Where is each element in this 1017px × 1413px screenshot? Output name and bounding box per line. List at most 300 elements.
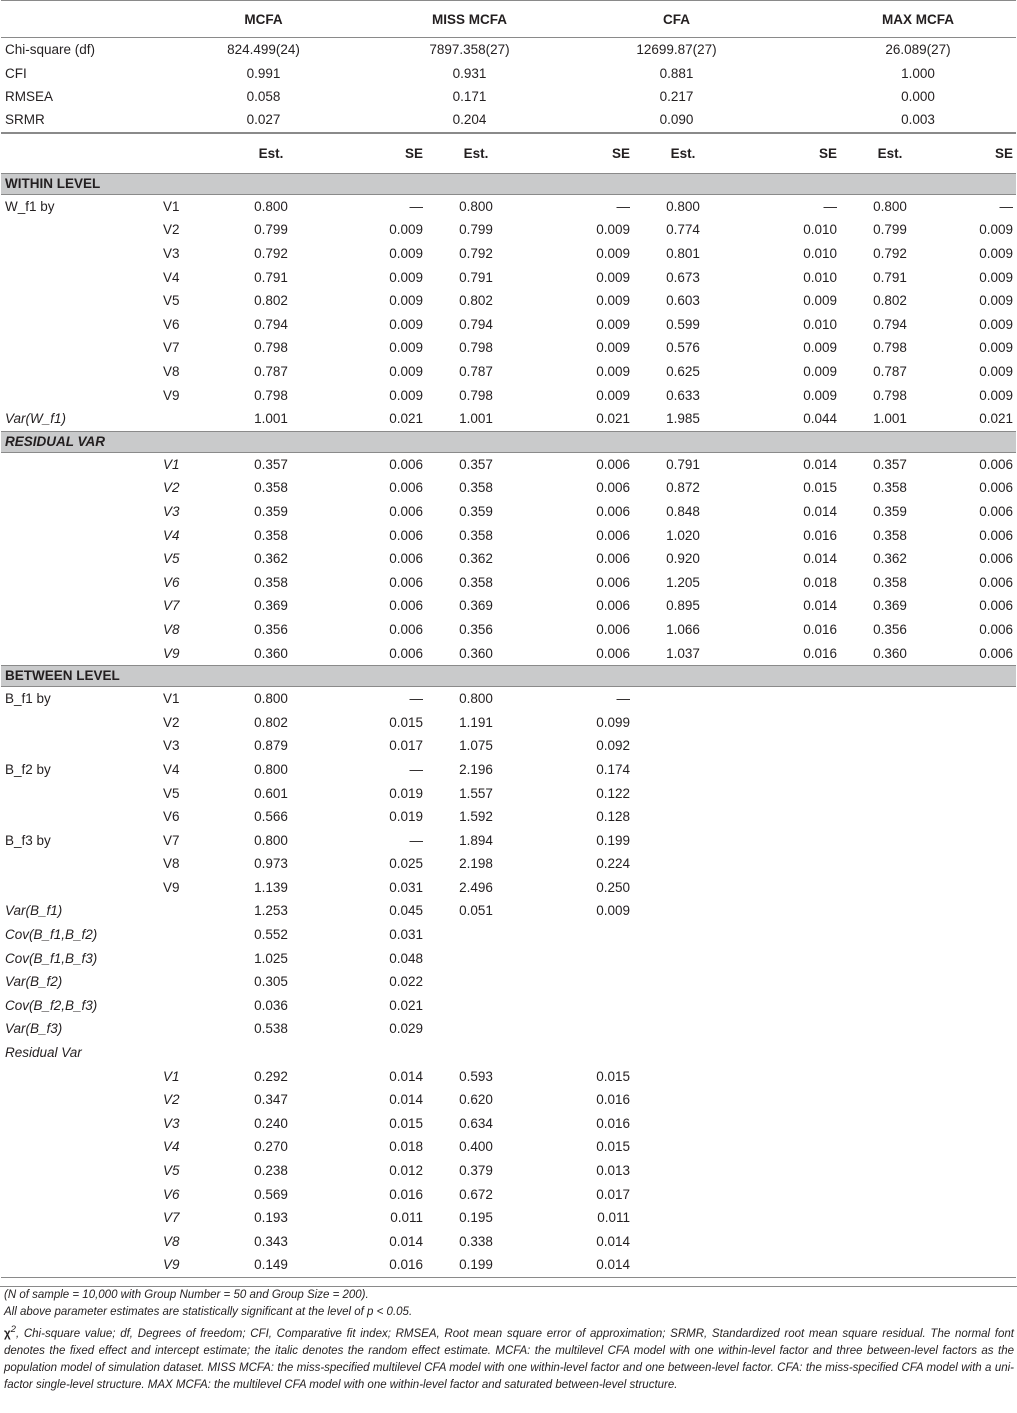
chi-superscript: 2 — [10, 1323, 16, 1335]
estimate-value — [840, 828, 940, 852]
row-variable — [161, 407, 221, 431]
se-value: 0.016 — [321, 1253, 426, 1277]
estimate-value: 1.025 — [254, 950, 288, 966]
se-value: 0.006 — [596, 645, 630, 661]
se-value: 0.006 — [979, 645, 1013, 661]
se-value: 0.014 — [803, 503, 837, 519]
fit-row — [1, 85, 1016, 108]
estimate-value: 0.195 — [459, 1210, 493, 1226]
se-value: 0.199 — [596, 832, 630, 848]
estimate-value: 2.496 — [459, 879, 493, 895]
param-header-blank-var — [161, 133, 221, 173]
estimate-value: 0.794 — [459, 316, 493, 332]
row-label — [1, 710, 161, 734]
table-row — [1, 758, 1016, 782]
se-value: 0.019 — [389, 785, 423, 801]
table-row — [1, 710, 1016, 734]
se-value — [940, 1182, 1016, 1206]
estimate-value — [840, 1253, 940, 1277]
section-title: WITHIN LEVEL — [1, 173, 1016, 194]
row-label: Var(B_f1) — [5, 903, 63, 919]
estimate-value — [840, 1041, 940, 1065]
row-label — [1, 852, 161, 876]
estimate-value — [840, 946, 940, 970]
table-row — [1, 641, 1016, 665]
estimate-value: 0.360 — [254, 645, 288, 661]
row-variable: V6 — [163, 316, 180, 332]
se-value: 0.016 — [803, 621, 837, 637]
row-label — [1, 594, 161, 618]
se-value: 0.025 — [389, 856, 423, 872]
se-value — [733, 758, 840, 782]
table-row — [1, 594, 1016, 618]
se-value: 0.006 — [389, 551, 423, 567]
table-row — [1, 781, 1016, 805]
estimate-value: 0.036 — [254, 997, 288, 1013]
row-label — [1, 876, 161, 900]
estimate-value — [633, 710, 733, 734]
estimate-value: 0.601 — [254, 785, 288, 801]
param-header-est: Est. — [877, 145, 903, 161]
estimate-value — [840, 970, 940, 994]
estimate-value: 0.792 — [873, 246, 907, 262]
estimate-value: 0.359 — [459, 503, 493, 519]
estimate-value — [633, 1041, 733, 1065]
estimate-value — [840, 710, 940, 734]
estimate-value — [633, 1159, 733, 1183]
row-variable: V2 — [163, 1092, 180, 1108]
estimate-value: 1.191 — [459, 714, 493, 730]
estimate-value — [633, 1182, 733, 1206]
row-variable: V6 — [163, 1186, 180, 1202]
row-label — [1, 1230, 161, 1254]
row-variable: V3 — [163, 246, 180, 262]
se-value: — — [409, 198, 423, 214]
estimate-value: 0.569 — [254, 1186, 288, 1202]
se-value — [940, 686, 1016, 710]
footnote-sample: (N of sample = 10,000 with Group Number = 50 and Group Size = 200). — [4, 1288, 369, 1301]
row-label — [1, 523, 161, 547]
table-row — [1, 970, 1016, 994]
row-label — [1, 781, 161, 805]
se-value — [940, 758, 1016, 782]
estimate-value — [633, 1064, 733, 1088]
se-value: 0.006 — [979, 503, 1013, 519]
estimate-value — [426, 1017, 526, 1041]
estimate-value: 0.800 — [666, 198, 700, 214]
fit-header-blank — [1, 1, 161, 38]
estimate-value: 0.358 — [459, 527, 493, 543]
se-value: 0.006 — [389, 503, 423, 519]
fit-value: 0.003 — [901, 112, 935, 128]
estimate-value: 2.198 — [459, 856, 493, 872]
estimate-value: 0.240 — [254, 1115, 288, 1131]
estimate-value: 0.791 — [254, 269, 288, 285]
table-row — [1, 734, 1016, 758]
estimate-value: 0.791 — [873, 269, 907, 285]
se-value: 0.011 — [390, 1210, 423, 1226]
table-row — [1, 570, 1016, 594]
estimate-value: 0.599 — [666, 316, 700, 332]
se-value: — — [616, 198, 630, 214]
fit-header-cfa: CFA — [663, 11, 690, 27]
se-value: 0.009 — [389, 316, 423, 332]
se-value — [526, 923, 633, 947]
se-value: — — [409, 691, 423, 707]
estimate-value: 0.051 — [459, 903, 493, 919]
estimate-value: 1.001 — [873, 411, 907, 427]
se-value: 0.021 — [389, 997, 423, 1013]
fit-value: 824.499(24) — [227, 42, 300, 58]
row-variable: V5 — [163, 1163, 180, 1179]
row-variable — [161, 994, 221, 1018]
row-variable: V5 — [163, 293, 180, 309]
se-value — [733, 1135, 840, 1159]
estimate-value: 0.920 — [666, 551, 700, 567]
table-row — [1, 946, 1016, 970]
fit-value: 12699.87(27) — [636, 42, 717, 58]
row-label: Cov(B_f1,B_f2) — [5, 927, 98, 943]
se-value — [526, 970, 633, 994]
row-label — [1, 1088, 161, 1112]
row-variable: V5 — [163, 785, 180, 801]
se-value — [940, 1112, 1016, 1136]
estimate-value — [633, 758, 733, 782]
table-row — [1, 383, 1016, 407]
fit-value: 0.217 — [659, 88, 694, 104]
se-value — [940, 876, 1016, 900]
estimate-value: 0.798 — [459, 340, 493, 356]
se-value: 0.016 — [803, 645, 837, 661]
estimate-value: 0.792 — [254, 246, 288, 262]
se-value: 0.014 — [389, 1068, 423, 1084]
estimate-value: 0.358 — [459, 480, 493, 496]
estimate-value — [633, 686, 733, 710]
estimate-value: 0.802 — [254, 293, 288, 309]
se-value: 0.011 — [597, 1210, 630, 1226]
se-value: 0.021 — [979, 411, 1013, 427]
table-row — [1, 1253, 1016, 1277]
se-value: 0.099 — [596, 714, 630, 730]
row-variable — [161, 1041, 221, 1065]
row-label — [1, 570, 161, 594]
se-value — [940, 1253, 1016, 1277]
param-header-blank — [1, 133, 161, 173]
estimate-value — [633, 781, 733, 805]
se-value: 0.010 — [803, 316, 837, 332]
estimate-value: 0.798 — [459, 387, 493, 403]
se-value: — — [409, 832, 423, 848]
estimate-value — [633, 1253, 733, 1277]
se-value — [733, 1206, 840, 1230]
estimate-value: 0.193 — [254, 1210, 288, 1226]
se-value — [940, 1206, 1016, 1230]
row-variable: V6 — [163, 809, 180, 825]
estimate-value: 0.292 — [254, 1068, 288, 1084]
param-body — [1, 173, 1016, 1277]
se-value — [321, 1041, 426, 1065]
se-value: 0.014 — [803, 598, 837, 614]
fit-header-mcfa: MCFA — [244, 11, 283, 27]
estimate-value: 0.338 — [459, 1233, 493, 1249]
estimate-value — [840, 1017, 940, 1041]
se-value: 0.174 — [596, 761, 630, 777]
estimate-value — [840, 994, 940, 1018]
se-value — [940, 852, 1016, 876]
param-header-est: Est. — [463, 145, 489, 161]
estimate-value — [633, 970, 733, 994]
table-row — [1, 852, 1016, 876]
row-variable — [161, 923, 221, 947]
se-value — [733, 710, 840, 734]
estimate-value — [840, 686, 940, 710]
estimate-value: 0.799 — [254, 222, 288, 238]
table-row — [1, 452, 1016, 476]
se-value — [940, 734, 1016, 758]
se-value — [526, 1017, 633, 1041]
se-value: 0.006 — [389, 645, 423, 661]
se-value: 0.250 — [596, 879, 630, 895]
estimate-value: 0.787 — [254, 364, 288, 380]
row-variable — [161, 899, 221, 923]
table-row — [1, 1230, 1016, 1254]
estimate-value — [840, 1112, 940, 1136]
se-value: 0.006 — [389, 621, 423, 637]
se-value — [733, 734, 840, 758]
row-label — [1, 547, 161, 571]
table-row — [1, 828, 1016, 852]
estimate-value: 0.347 — [254, 1092, 288, 1108]
se-value: 0.006 — [596, 456, 630, 472]
se-value: 0.009 — [596, 340, 630, 356]
estimate-value: 0.801 — [666, 246, 700, 262]
se-value: 0.017 — [389, 738, 423, 754]
se-value — [940, 970, 1016, 994]
se-value — [733, 1159, 840, 1183]
se-value: 0.009 — [979, 316, 1013, 332]
se-value — [733, 970, 840, 994]
estimate-value: 0.802 — [873, 293, 907, 309]
param-header-row — [1, 133, 1016, 173]
estimate-value: 0.620 — [459, 1092, 493, 1108]
fit-indices-table — [1, 0, 1016, 133]
table-row — [1, 1041, 1016, 1065]
estimate-value — [633, 1206, 733, 1230]
section-row — [1, 665, 1016, 686]
se-value — [733, 1041, 840, 1065]
se-value — [940, 1041, 1016, 1065]
row-variable: V2 — [163, 480, 180, 496]
se-value: 0.009 — [596, 387, 630, 403]
row-label — [1, 734, 161, 758]
row-variable: V7 — [163, 340, 180, 356]
table-row — [1, 1088, 1016, 1112]
fit-body — [1, 38, 1016, 133]
section-title: RESIDUAL VAR — [1, 431, 1016, 452]
estimate-value: 0.343 — [254, 1233, 288, 1249]
row-variable: V5 — [163, 551, 180, 567]
se-value: 0.015 — [596, 1068, 630, 1084]
se-value: 0.031 — [389, 879, 423, 895]
row-variable: V8 — [163, 621, 180, 637]
table-footnotes — [0, 1286, 1017, 1394]
row-label — [1, 1064, 161, 1088]
estimate-value — [426, 970, 526, 994]
estimate-value: 0.800 — [254, 761, 288, 777]
fit-value: 0.027 — [246, 112, 281, 128]
table-row — [1, 500, 1016, 524]
se-value: 0.017 — [596, 1186, 630, 1202]
estimate-value: 0.800 — [254, 198, 288, 214]
estimate-value — [840, 876, 940, 900]
se-value: 0.006 — [979, 456, 1013, 472]
estimate-value: 0.787 — [873, 364, 907, 380]
estimate-value: 0.369 — [254, 598, 288, 614]
section-row — [1, 173, 1016, 194]
se-value: 0.014 — [596, 1233, 630, 1249]
estimate-value — [840, 1088, 940, 1112]
table-row — [1, 289, 1016, 313]
row-variable: V3 — [163, 738, 180, 754]
estimate-value: 0.358 — [459, 574, 493, 590]
row-variable: V1 — [163, 691, 180, 707]
estimate-value: 0.358 — [873, 574, 907, 590]
se-value: 0.048 — [389, 950, 423, 966]
estimate-value: 0.358 — [254, 527, 288, 543]
estimate-value — [633, 923, 733, 947]
row-variable: V2 — [163, 222, 180, 238]
estimate-value — [633, 1135, 733, 1159]
se-value: 0.014 — [389, 1092, 423, 1108]
estimate-value: 0.794 — [873, 316, 907, 332]
row-label — [1, 500, 161, 524]
estimate-value — [633, 1230, 733, 1254]
estimate-value: 0.379 — [459, 1163, 493, 1179]
row-label: Cov(B_f2,B_f3) — [5, 997, 98, 1013]
se-value: 0.010 — [803, 246, 837, 262]
table-row — [1, 265, 1016, 289]
row-variable: V9 — [161, 1253, 221, 1277]
se-value: 0.009 — [389, 222, 423, 238]
footnote-significance: All above parameter estimates are statistically significant at the level of p < 0.05. — [4, 1305, 413, 1318]
estimate-value: 1.253 — [254, 903, 288, 919]
estimate-value — [426, 994, 526, 1018]
table-row — [1, 994, 1016, 1018]
se-value — [940, 1230, 1016, 1254]
se-value: 0.009 — [389, 269, 423, 285]
row-label — [1, 1182, 161, 1206]
estimate-value: 0.791 — [666, 456, 700, 472]
se-value — [940, 710, 1016, 734]
se-value — [526, 946, 633, 970]
estimate-value: 0.362 — [459, 551, 493, 567]
se-value: 0.224 — [596, 856, 630, 872]
estimate-value — [426, 1041, 526, 1065]
se-value: — — [999, 198, 1013, 214]
se-value: 0.021 — [389, 411, 423, 427]
se-value — [733, 852, 840, 876]
estimate-value: 1.066 — [666, 621, 700, 637]
estimate-value: 1.557 — [459, 785, 493, 801]
table-row — [1, 407, 1016, 431]
se-value: 0.018 — [803, 574, 837, 590]
row-label: B_f3 by — [5, 832, 51, 848]
fit-row-label: SRMR — [5, 112, 45, 128]
param-header-se: SE — [818, 145, 837, 161]
se-value — [733, 994, 840, 1018]
estimate-value: 0.359 — [254, 503, 288, 519]
se-value — [733, 781, 840, 805]
table-row — [1, 686, 1016, 710]
se-value — [733, 923, 840, 947]
se-value: 0.009 — [803, 340, 837, 356]
estimate-value: 0.848 — [666, 503, 700, 519]
se-value: 0.006 — [596, 621, 630, 637]
se-value: 0.006 — [596, 480, 630, 496]
se-value — [940, 828, 1016, 852]
row-label — [1, 476, 161, 500]
estimate-value: 1.205 — [666, 574, 700, 590]
row-label — [1, 641, 161, 665]
estimate-value: 0.538 — [254, 1021, 288, 1037]
se-value — [733, 946, 840, 970]
row-variable: V9 — [163, 387, 180, 403]
estimate-value: 0.566 — [254, 809, 288, 825]
estimate-value — [633, 946, 733, 970]
fit-header-row — [1, 1, 1016, 38]
estimate-value — [840, 1135, 940, 1159]
table-row — [1, 1112, 1016, 1136]
se-value — [940, 923, 1016, 947]
estimate-value: 0.357 — [459, 456, 493, 472]
estimate-value: 0.576 — [666, 340, 700, 356]
row-variable: V8 — [163, 856, 180, 872]
se-value: 0.006 — [979, 527, 1013, 543]
estimate-value — [840, 852, 940, 876]
se-value — [733, 1253, 840, 1277]
row-label — [1, 289, 161, 313]
estimate-value — [633, 852, 733, 876]
se-value: 0.014 — [526, 1253, 633, 1277]
se-value: 0.009 — [979, 246, 1013, 262]
se-value: 0.006 — [979, 551, 1013, 567]
estimate-value: 0.603 — [666, 293, 700, 309]
se-value — [940, 1017, 1016, 1041]
row-label: B_f1 by — [5, 691, 51, 707]
fit-header-miss-mcfa: MISS MCFA — [431, 11, 507, 27]
estimate-value: 0.359 — [873, 503, 907, 519]
row-variable: V7 — [163, 1210, 180, 1226]
estimate-value: 0.800 — [459, 198, 493, 214]
se-value: 0.006 — [596, 574, 630, 590]
estimate-value: 0.774 — [666, 222, 700, 238]
se-value — [526, 1041, 633, 1065]
estimate-value — [840, 899, 940, 923]
estimate-value: 1.139 — [254, 879, 288, 895]
se-value: 0.009 — [596, 246, 630, 262]
fit-value: 0.000 — [901, 88, 935, 104]
estimate-value — [840, 805, 940, 829]
estimate-value: 0.625 — [666, 364, 700, 380]
estimate-value: 0.356 — [459, 621, 493, 637]
row-label — [1, 1135, 161, 1159]
row-label — [1, 242, 161, 266]
row-label — [1, 1253, 161, 1277]
estimate-value: 0.802 — [459, 293, 493, 309]
row-variable: V6 — [163, 574, 180, 590]
fit-header-max-mcfa: MAX MCFA — [882, 11, 954, 27]
estimate-value: 1.592 — [459, 809, 493, 825]
